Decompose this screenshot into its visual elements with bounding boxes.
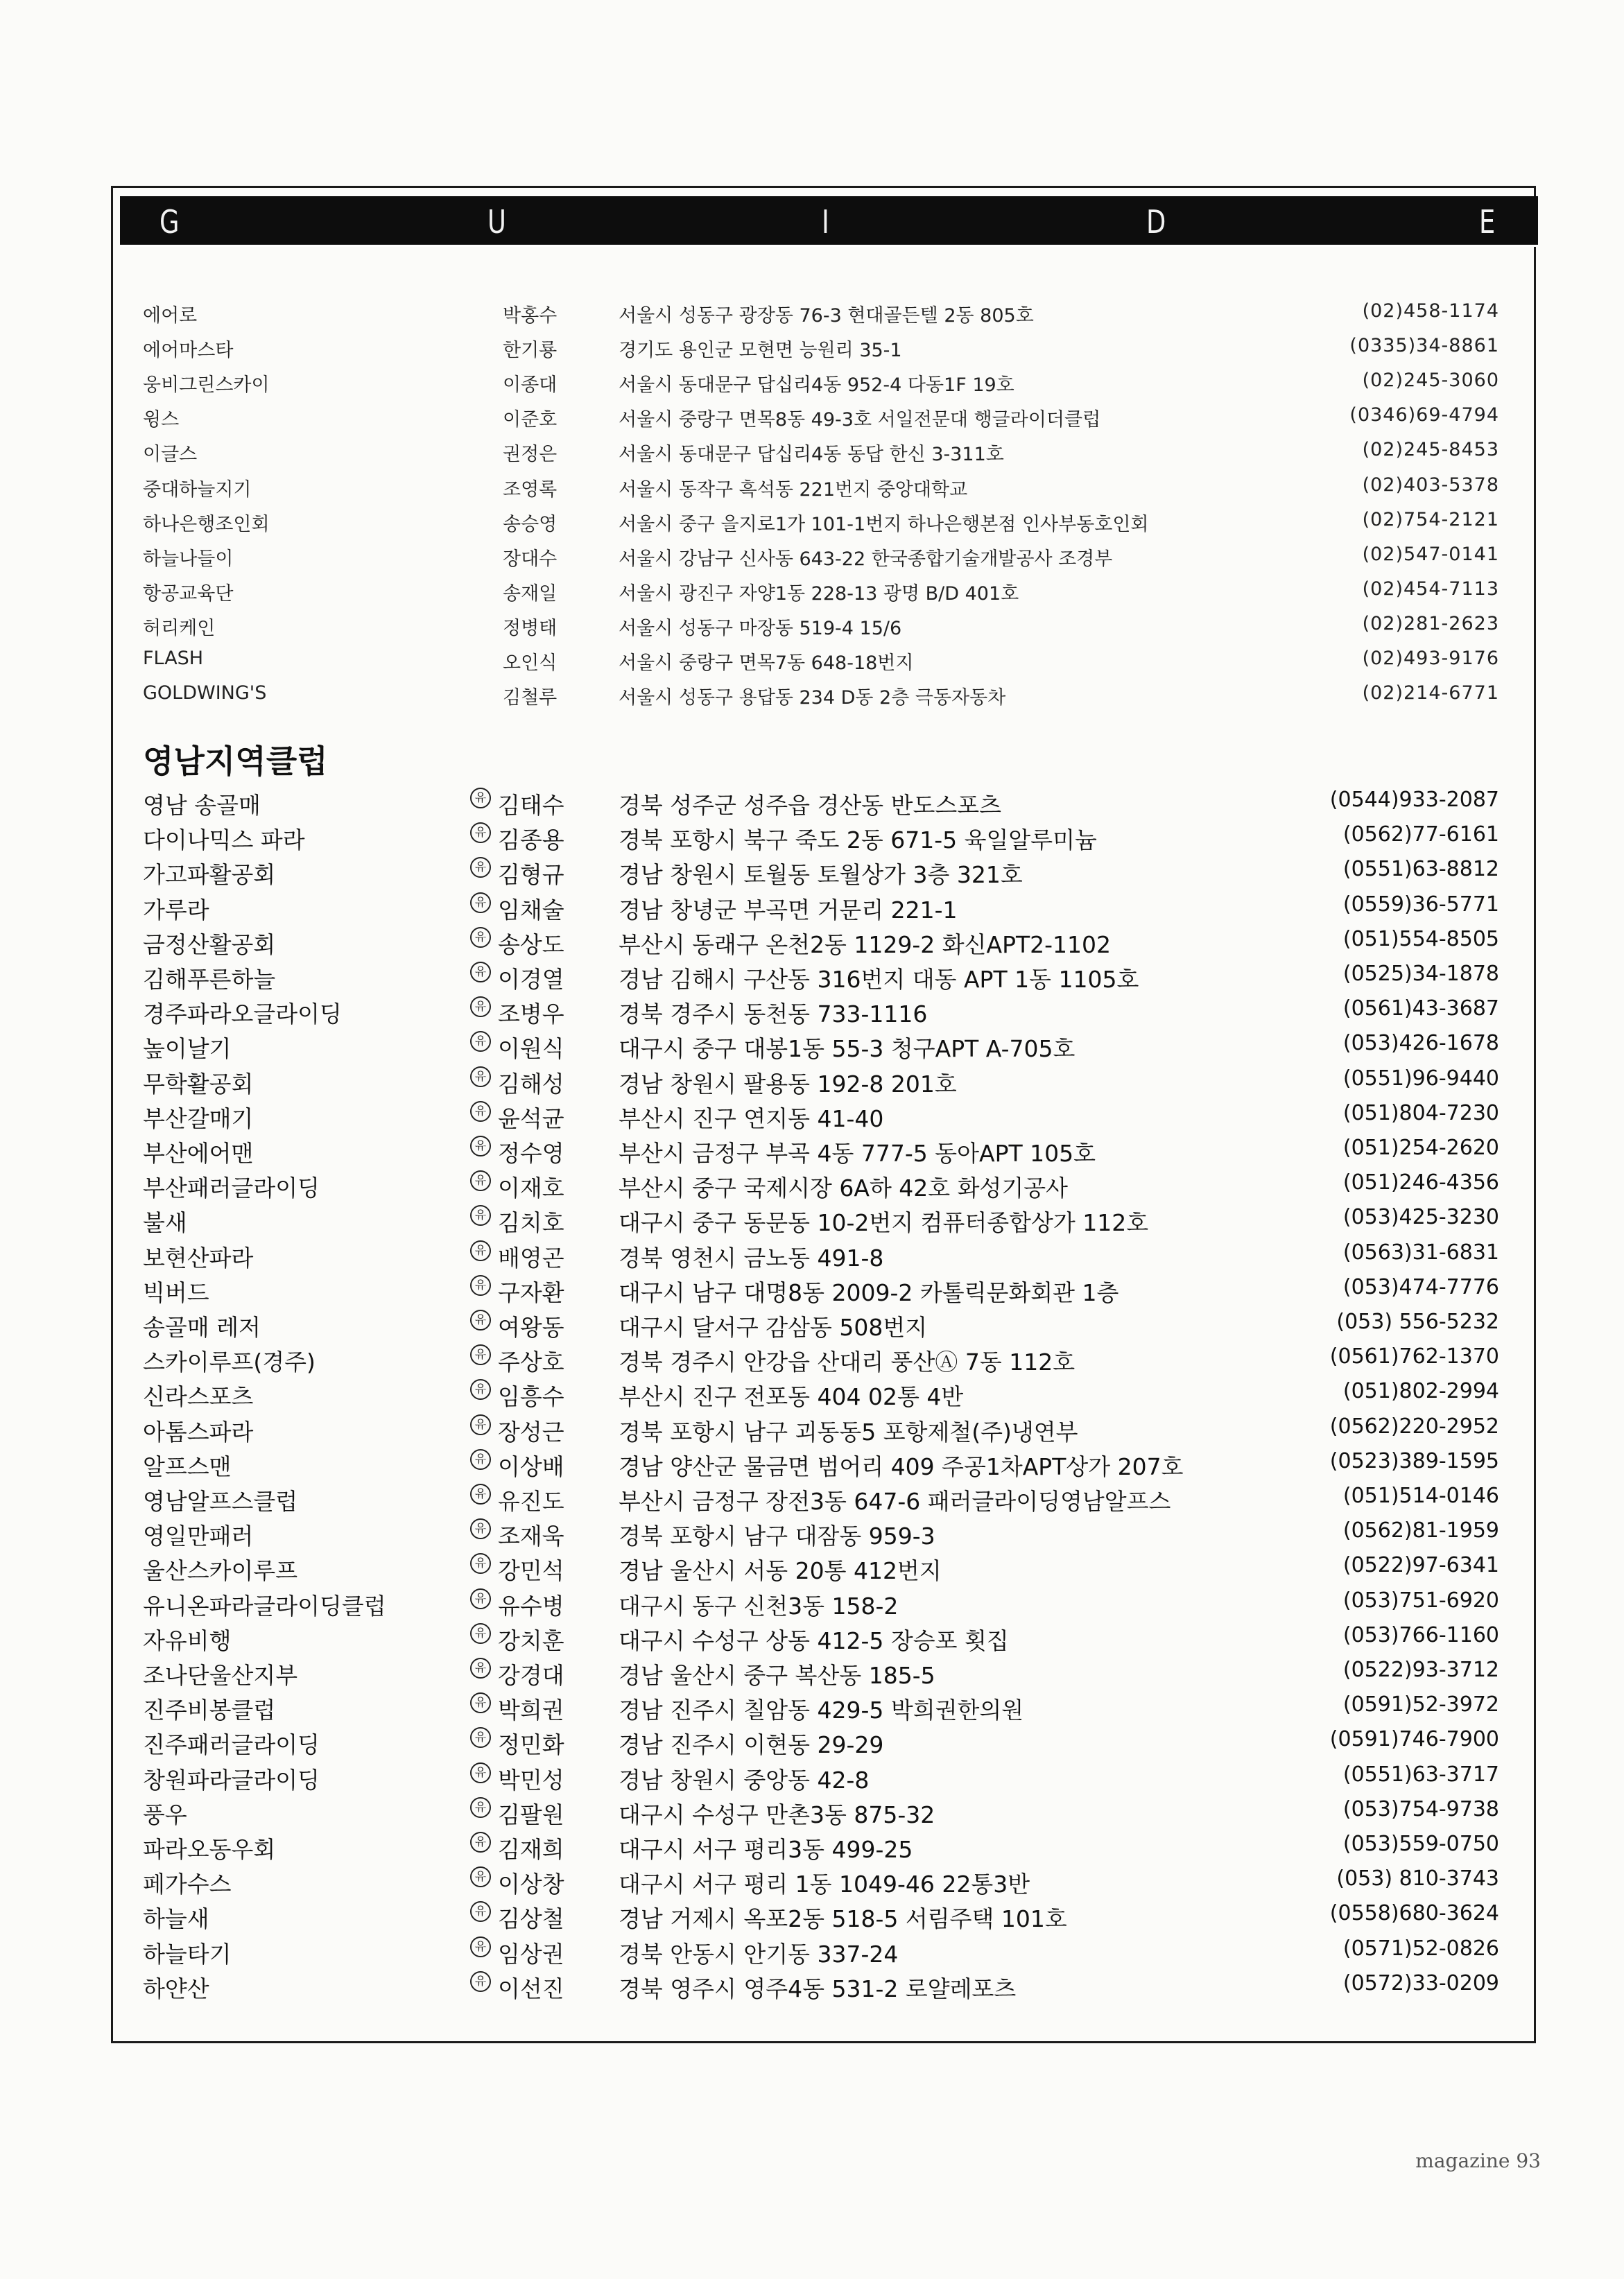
club-address: 서울시 성동구 마장동 519-4 15/6 — [619, 617, 902, 639]
club-address: 경남 김해시 구산동 316번지 대동 APT 1동 1105호 — [619, 966, 1139, 993]
club-name: 이글스 — [143, 444, 198, 466]
club-address: 부산시 진구 전포동 404 02통 4반 — [619, 1383, 964, 1411]
club-representative: 오인식 — [503, 652, 558, 674]
club-representative: 이경열 — [498, 966, 564, 993]
club-address: 경북 포항시 남구 대잠동 959-3 — [619, 1523, 935, 1550]
club-representative: 이준호 — [503, 409, 558, 431]
mark-badge: 유 — [470, 927, 491, 948]
club-address: 경북 성주군 성주읍 경산동 반도스포츠 — [619, 792, 1002, 819]
club-name: 유니온파라글라이딩클럽 — [143, 1592, 386, 1620]
club-address: 대구시 남구 대명8동 2009-2 카톨릭문화회관 1층 — [619, 1279, 1119, 1306]
club-representative: 강치훈 — [498, 1627, 564, 1654]
club-phone: (053) 810-3743 — [1336, 1866, 1499, 1891]
club-representative: 박희권 — [498, 1697, 564, 1724]
mark-badge: 유 — [470, 1240, 491, 1261]
club-name: 신라스포츠 — [143, 1383, 254, 1411]
club-address: 경남 울산시 중구 복산동 185-5 — [619, 1662, 935, 1689]
club-address: 서울시 광진구 자양1동 228-13 광명 B/D 401호 — [619, 582, 1019, 605]
club-name: 창원파라글라이딩 — [143, 1766, 320, 1794]
club-name: 부산패러글라이딩 — [143, 1175, 320, 1202]
mark-badge: 유 — [470, 1901, 491, 1922]
club-address: 경남 거제시 옥포2동 518-5 서림주택 101호 — [619, 1905, 1067, 1933]
club-name: 에어로 — [143, 305, 198, 327]
mark-badge: 유 — [470, 996, 491, 1017]
club-representative: 강경대 — [498, 1662, 564, 1689]
club-address: 대구시 서구 평리3동 499-25 — [619, 1836, 913, 1863]
mark-badge: 유 — [470, 892, 491, 913]
mark-badge: 유 — [470, 1623, 491, 1644]
club-representative: 박민성 — [498, 1766, 564, 1794]
mark-badge: 유 — [470, 962, 491, 982]
mark-badge: 유 — [470, 1484, 491, 1505]
club-address: 대구시 수성구 만촌3동 875-32 — [619, 1801, 935, 1828]
club-phone: (0544)933-2087 — [1329, 788, 1499, 812]
club-phone: (02)458-1174 — [1362, 300, 1499, 322]
club-name: 송골매 레저 — [143, 1314, 261, 1341]
club-representative: 여왕동 — [498, 1314, 564, 1341]
club-address: 서울시 성동구 광장동 76-3 현대골든텔 2동 805호 — [619, 305, 1034, 327]
club-name: 웅비그린스카이 — [143, 374, 270, 397]
club-address: 대구시 달서구 감삼동 508번지 — [619, 1314, 928, 1341]
club-address: 경북 안동시 안기동 337-24 — [619, 1940, 899, 1968]
club-representative: 김재희 — [498, 1836, 564, 1863]
club-representative: 조재욱 — [498, 1523, 564, 1550]
club-address: 경남 창원시 중앙동 42-8 — [619, 1766, 870, 1794]
mark-badge: 유 — [470, 1066, 491, 1087]
club-address: 서울시 중랑구 면목8동 49-3호 서일전문대 행글라이더클럽 — [619, 409, 1101, 431]
club-representative: 김팔원 — [498, 1801, 564, 1828]
club-representative: 조영록 — [503, 478, 558, 501]
club-phone: (02)214-6771 — [1362, 682, 1499, 704]
club-representative: 김해성 — [498, 1070, 564, 1098]
club-phone: (053)559-0750 — [1342, 1832, 1499, 1856]
club-phone: (0522)93-3712 — [1342, 1658, 1499, 1682]
club-name: 진주패러글라이딩 — [143, 1731, 320, 1759]
club-phone: (053)754-9738 — [1342, 1796, 1499, 1821]
club-representative: 송상도 — [498, 930, 564, 958]
club-address: 부산시 금정구 장전3동 647-6 패러글라이딩영남알프스 — [619, 1488, 1171, 1515]
mark-badge: 유 — [470, 1727, 491, 1748]
club-address: 경북 경주시 안강읍 산대리 풍산Ⓐ 7동 112호 — [619, 1349, 1076, 1376]
club-phone: (0561)762-1370 — [1329, 1344, 1499, 1369]
club-name: 아톰스파라 — [143, 1418, 254, 1446]
club-representative: 주상호 — [498, 1349, 564, 1376]
mark-badge: 유 — [470, 1414, 491, 1435]
club-name: 스카이루프(경주) — [143, 1349, 316, 1376]
club-representative: 조병우 — [498, 1000, 564, 1028]
club-name: 빅버드 — [143, 1279, 209, 1306]
club-name: 다이나믹스 파라 — [143, 826, 305, 854]
mark-badge: 유 — [470, 1205, 491, 1226]
club-name: 하나은행조인회 — [143, 513, 270, 535]
club-address: 경남 진주시 이현동 29-29 — [619, 1731, 884, 1759]
club-phone: (0563)31-6831 — [1342, 1240, 1499, 1265]
club-representative: 송승영 — [503, 513, 558, 535]
club-representative: 김종용 — [498, 826, 564, 854]
club-name: 에어마스타 — [143, 340, 234, 362]
club-name: 불새 — [143, 1209, 187, 1237]
club-name: 보현산파라 — [143, 1244, 254, 1272]
club-phone: (051)802-2994 — [1342, 1379, 1499, 1404]
club-representative: 정병태 — [503, 617, 558, 639]
club-address: 경남 진주시 칠암동 429-5 박희권한의원 — [619, 1697, 1024, 1724]
club-representative: 김치호 — [498, 1209, 564, 1237]
club-address: 서울시 동대문구 답십리4동 동답 한신 3-311호 — [619, 444, 1004, 466]
club-address: 경남 울산시 서동 20통 412번지 — [619, 1557, 942, 1585]
club-representative: 유수병 — [498, 1592, 564, 1620]
mark-badge: 유 — [470, 1275, 491, 1296]
club-phone: (0559)36-5771 — [1342, 892, 1499, 917]
club-address: 서울시 강남구 신사동 643-22 한국종합기술개발공사 조경부 — [619, 548, 1113, 570]
club-address: 서울시 중구 을지로1가 101-1번지 하나은행본점 인사부동호인회 — [619, 513, 1149, 535]
club-name: 부산갈매기 — [143, 1104, 254, 1132]
club-phone: (02)493-9176 — [1362, 648, 1499, 669]
club-name: 가고파활공회 — [143, 861, 276, 889]
club-phone: (053) 556-5232 — [1336, 1310, 1499, 1334]
club-phone: (053)474-7776 — [1342, 1274, 1499, 1299]
mark-badge: 유 — [470, 1588, 491, 1609]
club-name: 파라오동우회 — [143, 1836, 276, 1863]
club-representative: 송재일 — [503, 582, 558, 605]
club-address: 경남 창원시 팔용동 192-8 201호 — [619, 1070, 957, 1098]
club-address: 대구시 중구 동문동 10-2번지 컴퓨터종합상가 112호 — [619, 1209, 1149, 1237]
guide-letter-u: U — [487, 203, 506, 241]
club-phone: (053)426-1678 — [1342, 1031, 1499, 1056]
club-address: 경남 창원시 토월동 토월상가 3층 321호 — [619, 861, 1023, 889]
club-address: 부산시 동래구 온천2동 1129-2 화신APT2-1102 — [619, 930, 1112, 958]
club-name: 가루라 — [143, 896, 209, 924]
club-phone: (051)554-8505 — [1342, 926, 1499, 951]
club-name: 하늘나들이 — [143, 548, 234, 570]
club-phone: (051)514-0146 — [1342, 1484, 1499, 1508]
club-phone: (02)403-5378 — [1362, 474, 1499, 496]
club-name: 경주파라오글라이딩 — [143, 1000, 342, 1028]
club-address: 부산시 금정구 부곡 4동 777-5 동아APT 105호 — [619, 1140, 1096, 1167]
club-phone: (0523)389-1595 — [1329, 1448, 1499, 1473]
mark-badge: 유 — [470, 1518, 491, 1539]
club-name: 진주비봉클럽 — [143, 1697, 276, 1724]
club-representative: 배영곤 — [498, 1244, 564, 1272]
club-representative: 한기룡 — [503, 340, 558, 362]
club-phone: (0551)96-9440 — [1342, 1066, 1499, 1091]
page-footer: magazine 93 — [1415, 2149, 1541, 2172]
club-address: 경남 양산군 물금면 범어리 409 주공1차APT상가 207호 — [619, 1453, 1184, 1480]
club-representative: 임흥수 — [498, 1383, 564, 1411]
club-representative: 이원식 — [498, 1035, 564, 1063]
club-address: 경북 포항시 남구 괴동동5 포항제철(주)냉연부 — [619, 1418, 1078, 1446]
club-address: 경북 포항시 북구 죽도 2동 671-5 육일알루미늄 — [619, 826, 1097, 854]
club-representative: 김상철 — [498, 1905, 564, 1933]
club-name: 자유비행 — [143, 1627, 232, 1654]
guide-header-bar — [120, 196, 1538, 247]
club-phone: (0551)63-8812 — [1342, 857, 1499, 882]
mark-badge: 유 — [470, 1449, 491, 1470]
club-name: 무학활공회 — [143, 1070, 254, 1098]
club-phone: (051)246-4356 — [1342, 1170, 1499, 1195]
guide-letter-i: I — [822, 203, 829, 241]
club-name: FLASH — [143, 648, 204, 669]
mark-badge: 유 — [470, 1379, 491, 1400]
club-representative: 이상배 — [498, 1453, 564, 1480]
club-address: 경북 영주시 영주4동 531-2 로얄레포츠 — [619, 1975, 1017, 2002]
club-phone: (0558)680-3624 — [1329, 1901, 1499, 1926]
club-representative: 정민화 — [498, 1731, 564, 1759]
club-phone: (0525)34-1878 — [1342, 962, 1499, 986]
club-address: 대구시 서구 평리 1동 1049-46 22통3반 — [619, 1871, 1030, 1898]
club-representative: 윤석균 — [498, 1104, 564, 1132]
club-name: 하늘새 — [143, 1905, 209, 1933]
club-phone: (02)454-7113 — [1362, 578, 1499, 600]
club-representative: 이종대 — [503, 374, 558, 397]
club-name: 페가수스 — [143, 1871, 232, 1898]
guide-letter-d: D — [1146, 203, 1166, 241]
club-address: 서울시 중랑구 면목7동 648-18번지 — [619, 652, 914, 674]
mark-badge: 유 — [470, 857, 491, 878]
club-name: 풍우 — [143, 1801, 187, 1828]
mark-badge: 유 — [470, 1310, 491, 1331]
mark-badge: 유 — [470, 1832, 491, 1853]
club-address: 부산시 진구 연지동 41-40 — [619, 1104, 884, 1132]
club-phone: (053)425-3230 — [1342, 1205, 1499, 1230]
club-address: 경북 영천시 금노동 491-8 — [619, 1244, 884, 1272]
club-representative: 임상권 — [498, 1940, 564, 1968]
club-name: 울산스카이루프 — [143, 1557, 298, 1585]
club-address: 대구시 수성구 상동 412-5 장승포 횟집 — [619, 1627, 1009, 1654]
club-name: 알프스맨 — [143, 1453, 232, 1480]
club-phone: (0562)77-6161 — [1342, 822, 1499, 847]
club-phone: (053)751-6920 — [1342, 1588, 1499, 1613]
club-phone: (0335)34-8861 — [1349, 335, 1499, 357]
club-phone: (051)804-7230 — [1342, 1100, 1499, 1125]
club-phone: (02)245-3060 — [1362, 370, 1499, 392]
club-representative: 정수영 — [498, 1140, 564, 1167]
mark-badge: 유 — [470, 1866, 491, 1887]
club-representative: 김태수 — [498, 792, 564, 819]
mark-badge: 유 — [470, 1797, 491, 1818]
club-phone: (0346)69-4794 — [1349, 404, 1499, 426]
club-address: 부산시 중구 국제시장 6A하 42호 화성기공사 — [619, 1175, 1069, 1202]
club-address: 경남 창녕군 부곡면 거문리 221-1 — [619, 896, 958, 924]
club-phone: (02)281-2623 — [1362, 612, 1499, 634]
club-name: 항공교육단 — [143, 582, 234, 605]
club-phone: (053)766-1160 — [1342, 1622, 1499, 1647]
club-name: 조나단울산지부 — [143, 1662, 298, 1689]
club-phone: (0591)52-3972 — [1342, 1692, 1499, 1717]
club-address: 서울시 성동구 용답동 234 D동 2층 극동자동차 — [619, 687, 1006, 709]
mark-badge: 유 — [470, 1692, 491, 1713]
club-name: 하늘타기 — [143, 1940, 232, 1968]
club-name: GOLDWING'S — [143, 682, 267, 704]
club-representative: 장성근 — [498, 1418, 564, 1446]
club-name: 영일만패러 — [143, 1523, 254, 1550]
club-representative: 박홍수 — [503, 305, 558, 327]
club-representative: 임채술 — [498, 896, 564, 924]
club-name: 영남 송골매 — [143, 792, 261, 819]
club-representative: 김철루 — [503, 687, 558, 709]
mark-badge: 유 — [470, 1553, 491, 1574]
club-name: 허리케인 — [143, 617, 216, 639]
club-phone: (02)245-8453 — [1362, 439, 1499, 461]
guide-letter-e: E — [1479, 203, 1496, 241]
mark-badge: 유 — [470, 1136, 491, 1156]
club-phone: (0562)220-2952 — [1329, 1414, 1499, 1439]
club-phone: (02)754-2121 — [1362, 508, 1499, 530]
club-name: 윙스 — [143, 409, 180, 431]
section-title-yeongnam: 영남지역클럽 — [143, 743, 328, 780]
club-phone: (0561)43-3687 — [1342, 996, 1499, 1021]
mark-badge: 유 — [470, 822, 491, 843]
club-name: 부산에어맨 — [143, 1140, 254, 1167]
club-representative: 이상창 — [498, 1871, 564, 1898]
club-address: 서울시 동작구 흑석동 221번지 중앙대학교 — [619, 478, 968, 501]
mark-badge: 유 — [470, 1762, 491, 1783]
club-name: 금정산활공회 — [143, 930, 276, 958]
club-name: 영남알프스클럽 — [143, 1488, 298, 1515]
club-representative: 구자환 — [498, 1279, 564, 1306]
mark-badge: 유 — [470, 1344, 491, 1365]
mark-badge: 유 — [470, 1936, 491, 1957]
club-phone: (0591)746-7900 — [1329, 1727, 1499, 1752]
club-name: 높이날기 — [143, 1035, 232, 1063]
club-phone: (0551)63-3717 — [1342, 1762, 1499, 1787]
club-phone: (0562)81-1959 — [1342, 1518, 1499, 1543]
club-phone: (02)547-0141 — [1362, 543, 1499, 565]
mark-badge: 유 — [470, 1971, 491, 1992]
mark-badge: 유 — [470, 1031, 491, 1052]
club-name: 중대하늘지기 — [143, 478, 252, 501]
mark-badge: 유 — [470, 1101, 491, 1122]
club-phone: (0522)97-6341 — [1342, 1553, 1499, 1578]
club-address: 경기도 용인군 모현면 능원리 35-1 — [619, 340, 902, 362]
club-address: 대구시 동구 신천3동 158-2 — [619, 1592, 899, 1620]
club-name: 김해푸른하늘 — [143, 966, 276, 993]
club-address: 대구시 중구 대봉1동 55-3 청구APT A-705호 — [619, 1035, 1076, 1063]
club-phone: (0571)52-0826 — [1342, 1936, 1499, 1961]
club-representative: 이재호 — [498, 1175, 564, 1202]
club-representative: 강민석 — [498, 1557, 564, 1585]
club-address: 경북 경주시 동천동 733-1116 — [619, 1000, 928, 1028]
club-phone: (051)254-2620 — [1342, 1136, 1499, 1160]
club-address: 서울시 동대문구 답십리4동 952-4 다동1F 19호 — [619, 374, 1014, 397]
club-representative: 김형규 — [498, 861, 564, 889]
club-representative: 이선진 — [498, 1975, 564, 2002]
mark-badge: 유 — [470, 788, 491, 808]
club-phone: (0572)33-0209 — [1342, 1970, 1499, 1995]
club-representative: 권정은 — [503, 444, 558, 466]
mark-badge: 유 — [470, 1170, 491, 1191]
club-name: 하얀산 — [143, 1975, 209, 2002]
mark-badge: 유 — [470, 1658, 491, 1679]
club-representative: 유진도 — [498, 1488, 564, 1515]
guide-letter-g: G — [159, 203, 180, 241]
club-representative: 장대수 — [503, 548, 558, 570]
